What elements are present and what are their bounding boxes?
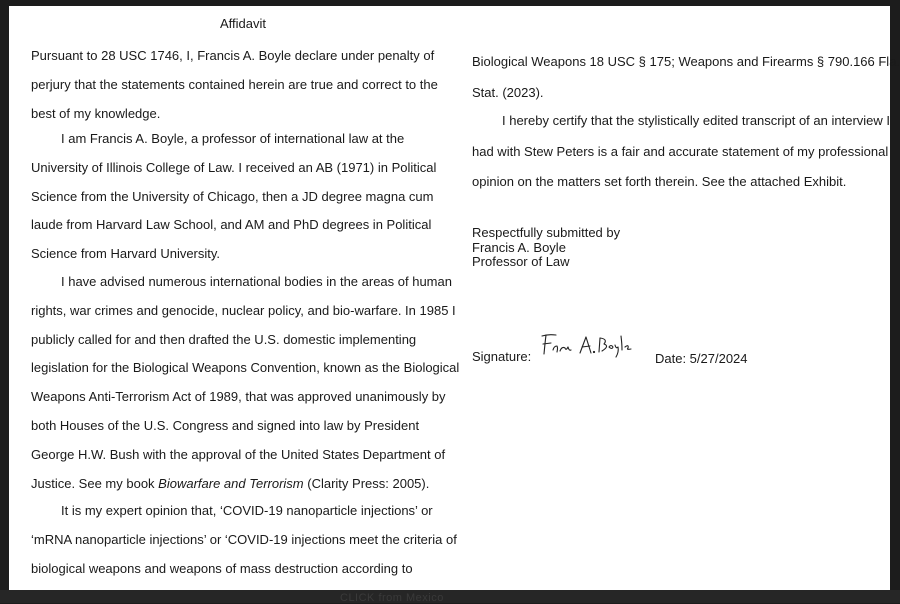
author-name: Francis A. Boyle <box>472 239 566 255</box>
affidavit-page <box>9 6 900 590</box>
text-line: Biological Weapons 18 USC § 175; Weapons and Firearms § 790.166 Fla. <box>472 54 900 69</box>
text-line: laude from Harvard Law School, and AM and PhD degrees in Political <box>31 217 432 233</box>
text-line: ‘mRNA nanoparticle injections’ or ‘COVID-19 injections meet the criteria of <box>31 531 457 547</box>
handwritten-signature <box>536 328 641 362</box>
text-line: opinion on the matters set forth therein. See the attached Exhibit. <box>472 174 847 189</box>
book-title: Biowarfare and Terrorism <box>158 475 304 491</box>
submitted-by-line: Respectfully submitted by <box>472 225 621 240</box>
text-line: Pursuant to 28 USC 1746, I, Francis A. Boyle declare under penalty of <box>31 48 435 63</box>
text-line: both Houses of the U.S. Congress and signed into law by President <box>31 417 420 433</box>
text-line: University of Illinois College of Law. I received an AB (1971) in Political <box>31 159 437 175</box>
text-line: I hereby certify that the stylistically edited transcript of an interview I <box>502 113 891 128</box>
para-opinion <box>31 497 457 583</box>
text-line: Weapons Anti-Terrorism Act of 1989, that was approved unanimously by <box>31 389 446 405</box>
text-fragment: Justice. See my book <box>31 475 159 491</box>
para-credentials <box>31 125 451 269</box>
text-line: Stat. (2023). <box>472 84 544 100</box>
para-statutes <box>472 47 900 108</box>
submitted-by-block <box>472 226 620 270</box>
text-line: publicly called for and then drafted the U.S. domestic implementing <box>31 331 417 347</box>
text-line: It is my expert opinion that, ‘COVID-19 nanoparticle injections’ or <box>61 503 433 518</box>
para-declaration <box>31 42 451 128</box>
background-strip <box>0 590 900 603</box>
text-line: I have advised numerous international bodies in the areas of human <box>61 274 452 289</box>
text-line: rights, war crimes and genocide, nuclear policy, and bio-warfare. In 1985 I <box>31 302 456 318</box>
text-line: George H.W. Bush with the approval of the United States Department of <box>31 446 446 462</box>
text-line: had with Stew Peters is a fair and accurate statement of my professional <box>472 143 889 159</box>
author-title: Professor of Law <box>472 254 570 269</box>
signature-date: Date: 5/27/2024 <box>655 351 748 366</box>
text-line: best of my knowledge. <box>31 105 161 121</box>
background-text: CLICK from Mexico <box>340 592 444 604</box>
text-line: biological weapons and weapons of mass destruction according to <box>31 560 413 576</box>
text-line: I am Francis A. Boyle, a professor of international law at the <box>61 131 405 146</box>
document-title: Affidavit <box>220 16 267 31</box>
text-line: Science from the University of Chicago, then a JD degree magna cum <box>31 188 434 204</box>
text-line: Science from Harvard University. <box>31 246 221 262</box>
text-line <box>31 470 451 499</box>
para-experience <box>31 268 460 498</box>
text-line: perjury that the statements contained herein are true and correct to the <box>31 76 438 92</box>
signature-label: Signature: <box>472 349 532 364</box>
text-fragment: (Clarity Press: 2005). <box>303 475 430 491</box>
text-line: legislation for the Biological Weapons Convention, known as the Biological <box>31 360 460 376</box>
para-certification <box>472 106 892 198</box>
